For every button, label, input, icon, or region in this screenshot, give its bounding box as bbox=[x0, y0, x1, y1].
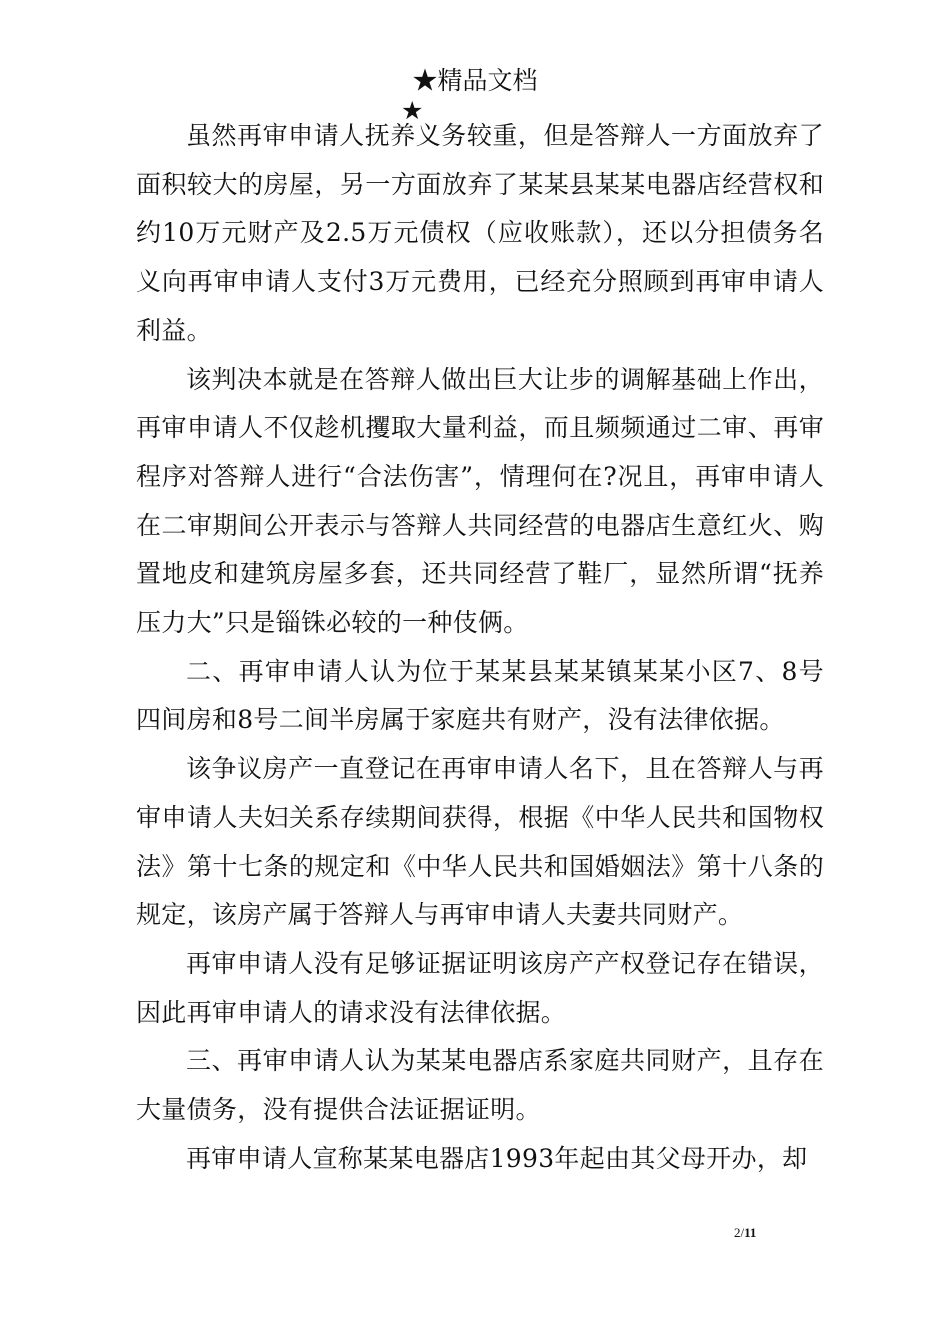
paragraph-3: 二、再审申请人认为位于某某县某某镇某某小区7、8号四间房和8号二间半房属于家庭共有财产，没有法律依据。 bbox=[136, 656, 824, 735]
document-body bbox=[136, 112, 824, 1183]
paragraph-4: 该争议房产一直登记在再审申请人名下，且在答辩人与再审申请人夫妇关系存续期间获得，根据《中华人民共和国物权法》第十七条的规定和《中华人民共和国婚姻法》第十八条的规定，该房产属于答辩人与再审申请人夫妻共同财产。 bbox=[136, 754, 824, 930]
page-total: 11 bbox=[744, 1225, 757, 1240]
header-star-icon: ★ bbox=[401, 96, 424, 125]
page-header: ★精品文档 bbox=[412, 66, 538, 95]
paragraph-1: 虽然再审申请人抚养义务较重，但是答辩人一方面放弃了面积较大的房屋，另一方面放弃了某某县某某电器店经营权和约10万元财产及2.5万元债权（应收账款），还以分担债务名义向再审申请人支付3万元费用，已经充分照顾到再审申请人利益。 bbox=[136, 121, 824, 345]
page-number bbox=[734, 1225, 756, 1241]
page-current: 2/ bbox=[734, 1225, 745, 1240]
paragraph-7: 再审申请人宣称某某电器店1993年起由其父母开办，却 bbox=[186, 1143, 808, 1173]
paragraph-5: 再审申请人没有足够证据证明该房产产权登记存在错误，因此再审申请人的请求没有法律依据。 bbox=[136, 948, 824, 1027]
paragraph-2: 该判决本就是在答辩人做出巨大让步的调解基础上作出，再审申请人不仅趁机攫取大量利益，而且频频通过二审、再审程序对答辩人进行“合法伤害”，情理何在?况且，再审申请人在二审期间公开表示与答辩人共同经营的电器店生意红火、购置地皮和建筑房屋多套，还共同经营了鞋厂，显然所谓“抚养压力大”只是锱铢必较的一种伎俩。 bbox=[136, 364, 824, 638]
paragraph-6: 三、再审申请人认为某某电器店系家庭共同财产，且存在大量债务，没有提供合法证据证明。 bbox=[136, 1046, 824, 1125]
